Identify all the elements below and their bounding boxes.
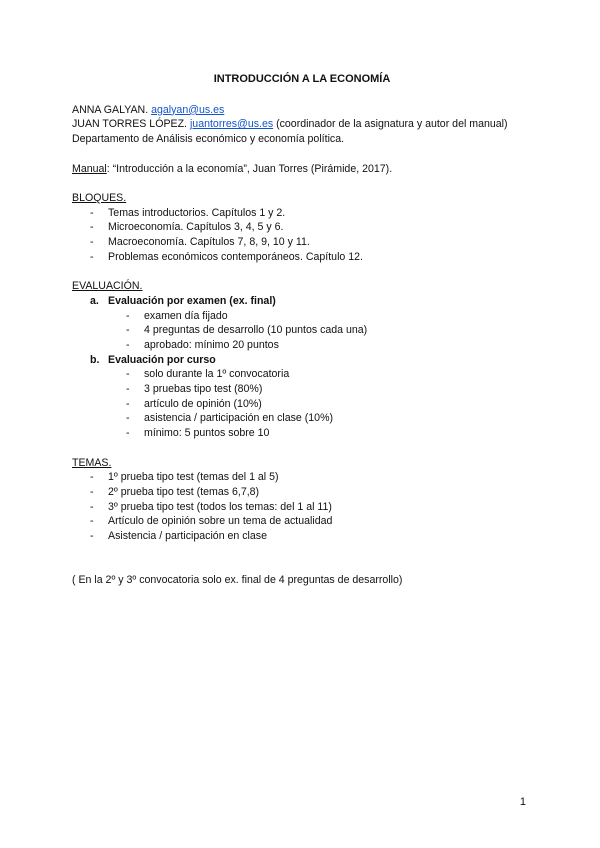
list-item: - solo durante la 1º convocatoria	[72, 367, 532, 382]
list-item: - Temas introductorios. Capítulos 1 y 2.	[72, 206, 532, 221]
evaluacion-b-title: Evaluación por curso	[108, 353, 216, 366]
list-item: - asistencia / participación en clase (10%)	[72, 411, 532, 426]
evaluacion-a-title: Evaluación por examen (ex. final)	[108, 294, 276, 307]
document-title: INTRODUCCIÓN A LA ECONOMÍA	[213, 73, 391, 85]
list-item: - Asistencia / participación en clase	[72, 529, 532, 544]
evaluacion-option-a	[72, 294, 532, 353]
author-email-1[interactable]: agalyan@us.es	[151, 103, 225, 116]
author-email-2[interactable]: juantorres@us.es	[189, 118, 274, 131]
author-line-1	[72, 103, 532, 118]
author-name-2: JUAN TORRES LÓPEZ.	[72, 118, 187, 131]
list-item: - 2º prueba tipo test (temas 6,7,8)	[72, 485, 532, 500]
document-page	[72, 72, 532, 588]
list-item: - Macroeconomía. Capítulos 7, 8, 9, 10 y 11.	[72, 235, 532, 250]
marker-a: a.	[90, 294, 99, 307]
list-item: - 3 pruebas tipo test (80%)	[72, 382, 532, 397]
page-number: 1	[519, 796, 526, 808]
evaluacion-b-items	[72, 367, 532, 441]
manual-line	[72, 162, 532, 177]
temas-list	[72, 470, 532, 544]
list-item: - 4 preguntas de desarrollo (10 puntos cada una)	[72, 323, 532, 338]
evaluacion-option-b	[72, 353, 532, 441]
evaluacion-heading: EVALUACIÓN.	[72, 280, 143, 293]
list-item: - examen día fijado	[72, 309, 532, 324]
list-item: - mínimo: 5 puntos sobre 10	[72, 426, 532, 441]
list-item: - 1º prueba tipo test (temas del 1 al 5)	[72, 470, 532, 485]
footnote: ( En la 2º y 3º convocatoria solo ex. final de 4 preguntas de desarrollo)	[72, 574, 403, 587]
list-item: - artículo de opinión (10%)	[72, 397, 532, 412]
author-line-2	[72, 117, 532, 132]
evaluacion-a-items	[72, 309, 532, 353]
list-item: - Microeconomía. Capítulos 3, 4, 5 y 6.	[72, 220, 532, 235]
evaluacion-list	[72, 294, 532, 441]
list-item: - aprobado: mínimo 20 puntos	[72, 338, 532, 353]
manual-label: Manual	[72, 162, 107, 175]
department: Departamento de Análisis económico y economía política.	[72, 133, 345, 146]
author-note-2: (coordinador de la asignatura y autor del manual)	[276, 118, 508, 131]
list-item: - Problemas económicos contemporáneos. Capítulo 12.	[72, 250, 532, 265]
manual-text: : “Introducción a la economía”, Juan Torres (Pirámide, 2017).	[106, 162, 393, 175]
list-item: - Artículo de opinión sobre un tema de actualidad	[72, 514, 532, 529]
temas-heading: TEMAS.	[72, 456, 112, 469]
author-name-1: ANNA GALYAN.	[72, 103, 149, 116]
list-item: - 3º prueba tipo test (todos los temas: del 1 al 11)	[72, 500, 532, 515]
bloques-heading: BLOQUES.	[72, 191, 127, 204]
bloques-list	[72, 206, 532, 265]
marker-b: b.	[90, 353, 100, 366]
